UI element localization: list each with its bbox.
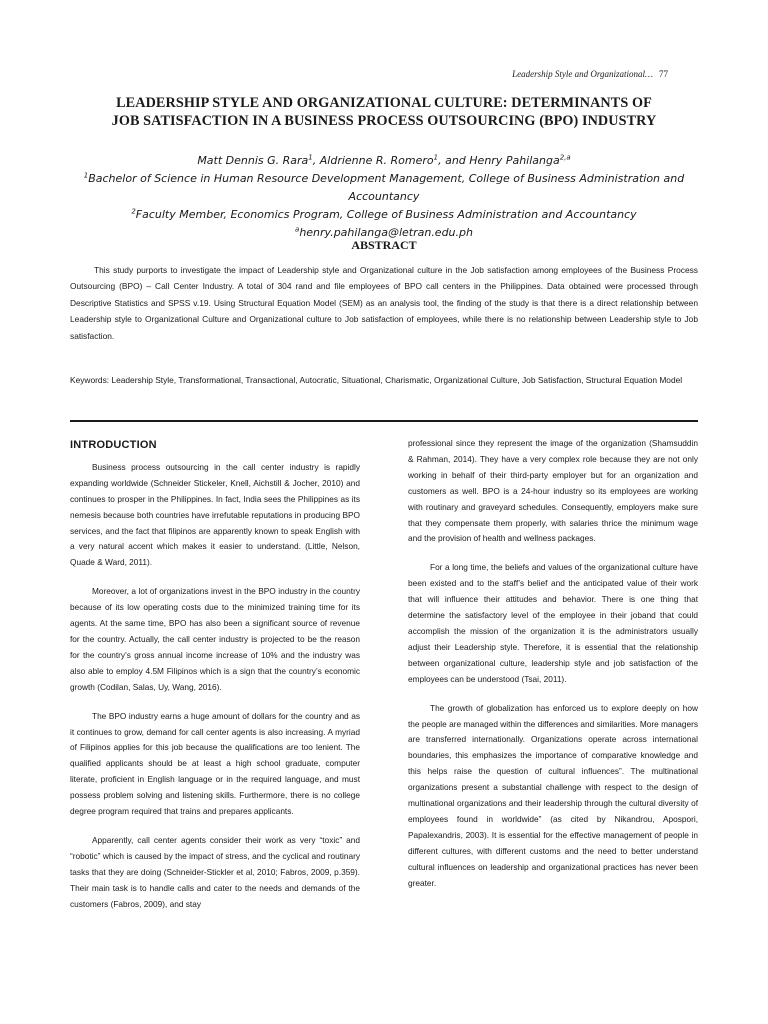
author-block <box>60 152 708 242</box>
page-number: 77 <box>659 69 668 79</box>
author-3-sup: 2,a <box>559 153 571 162</box>
author-3: , and Henry Pahilanga <box>438 154 560 167</box>
intro-paragraph-2: Moreover, a lot of organizations invest in the BPO industry in the country because of its low operating costs due to the minimized training time for its agents. At the same time, BPO has also been a significant source of revenue for the country. Actually, the call center industry is projected to be the reason for the country’s gross annual income increase of 10% and the industry was also able to employ 4.5M Filipinos which is a sign that the country’s economic growth (Codilan, Salas, Uy, Wang, 2016). <box>70 586 360 692</box>
intro-paragraph-1: Business process outsourcing in the call center industry is rapidly expanding worldwide (Schneider Stickeler, Knell, Aichstill & Jocher, 2010) and continues to prosper in the Philippines. In fact, India sees the Philippines as its nemesis because both countries have irrefutable reputations in producing BPO services, and the fact that filipinos are apparently known to speak English with a very natural accent which makes it easier to understand. (Little, Nelson, Quade & Ward, 2011). <box>70 461 360 568</box>
affiliation-1-text: Bachelor of Science in Human Resource Development Management, College of Business Administration and Accountancy <box>88 172 685 203</box>
intro-paragraph-5: For a long time, the beliefs and values of the organizational culture have been existed and to the staff’s belief and the anticipated value of their work that will influence their attitudes and behavior. There is one thing that determine the satisfactory level of the employee in their joband that could accomplish the mission of the organization it is the administrators usually adjust their Leadership style. Therefore, it is essential that the relationship between organizational culture, leadership style and job satisfaction of the employees can be understood (Tsai, 2011). <box>408 562 698 684</box>
title-line-2: JOB SATISFACTION IN A BUSINESS PROCESS OUTSOURCING (BPO) INDUSTRY <box>111 113 657 129</box>
affiliation-1-sup: 1 <box>83 171 89 180</box>
intro-paragraph-4: Apparently, call center agents consider their work as very “toxic” and “robotic” which is caused by the impact of stress, and the cyclical and routinary tasks that they are doing (Schneider-Stickler et al, 2010; Fabros, 2009, p.359). Their main task is to handle calls and cater to the needs and demands of the customers (Fabros, 2009), and stay <box>70 834 360 909</box>
intro-paragraph-3: The BPO industry earns a huge amount of dollars for the country and as it continues to grow, demand for call center agents is also increasing. A myriad of Filipinos applies for this job because the qualifications are too lenient. The qualified applicants should be at least a high school graduate, computer literate, proficient in English language or in the required language, and must possess problem solving and listening skills. Furthermore, there is no college degree program required that trains and prepares applicants. <box>70 710 360 817</box>
title-line-1: LEADERSHIP STYLE AND ORGANIZATIONAL CULTURE: DETERMINANTS OF <box>116 95 652 111</box>
affiliation-1 <box>60 170 708 206</box>
introduction-heading: INTRODUCTION <box>70 439 157 451</box>
author-1: Matt Dennis G. Rara <box>197 154 309 167</box>
intro-paragraph-4-continued: professional since they represent the image of the organization (Shamsuddin & Rahman, 2014). They have a very complex role because they are not only working in behalf of their third-party employer but for an organization and customers as well. BPO is a 24-hour industry so its employees are working with routinary and graveyard schedules. Consequently, employers make sure that they compensate them properly, with salaries thrice the minimum wage and the provision of health and wellness packages. <box>408 438 698 544</box>
email-link[interactable]: henry.pahilanga@letran.edu.ph <box>299 226 473 239</box>
author-2: , Aldrienne R. Romero <box>312 154 434 167</box>
author-2-sup: 1 <box>433 153 439 162</box>
author-list <box>60 152 708 170</box>
author-1-sup: 1 <box>308 153 313 162</box>
abstract-heading: ABSTRACT <box>351 238 417 252</box>
abstract-text: This study purports to investigate the impact of Leadership style and Organizational culture in the Job satisfaction among employees of the Business Process Outsourcing (BPO) – Call Center Industry. A total of 304 rand and file employees of BPO call centers in the Philippines. Data obtained were processed through Descriptive Statistics and SPSS v.19. Using Structural Equation Model (SEM) as an analysis tool, the finding of the study is that there is a direct relationship between Leadership style to Organizational Culture and Organizational culture to Job satisfaction of employees, while there is no relationship between Leadership style to Job satisfaction. <box>70 265 698 341</box>
intro-paragraph-6: The growth of globalization has enforced us to explore deeply on how the people are managed within the differences and similarities. More managers are transferred internationally. Organizations operate across international boundaries, this emphasizes the importance of comparative knowledge and this helps raise the question of cultural influences”. The multinational organizations present a substantial challenge with respect to the design of multinational organizations and their leadership through the cultural diversity of employees found in worldwide” (as cited by Nikandrou, Apospori, Papalexandris, 2003). It is essential for the effective management of people in different cultures, with different customs and the need to better understand cultural influences on leadership and organizational practices has never been greater. <box>408 702 698 888</box>
affiliation-2 <box>60 206 708 224</box>
email-sup: a <box>295 225 300 234</box>
affiliation-2-text: Faculty Member, Economics Program, College of Business Administration and Accountancy <box>135 208 637 221</box>
affiliation-2-sup: 2 <box>131 207 136 216</box>
running-head-title: Leadership Style and Organizational… <box>512 69 653 79</box>
paper-title <box>70 94 698 130</box>
section-divider <box>70 420 698 422</box>
left-column <box>70 436 360 925</box>
running-head <box>512 69 668 79</box>
keywords: Keywords: Leadership Style, Transformational, Transactional, Autocratic, Situational, Charismatic, Organizational Culture, Job Satisfaction, Structural Equation Model <box>70 375 683 385</box>
right-column <box>408 436 698 904</box>
